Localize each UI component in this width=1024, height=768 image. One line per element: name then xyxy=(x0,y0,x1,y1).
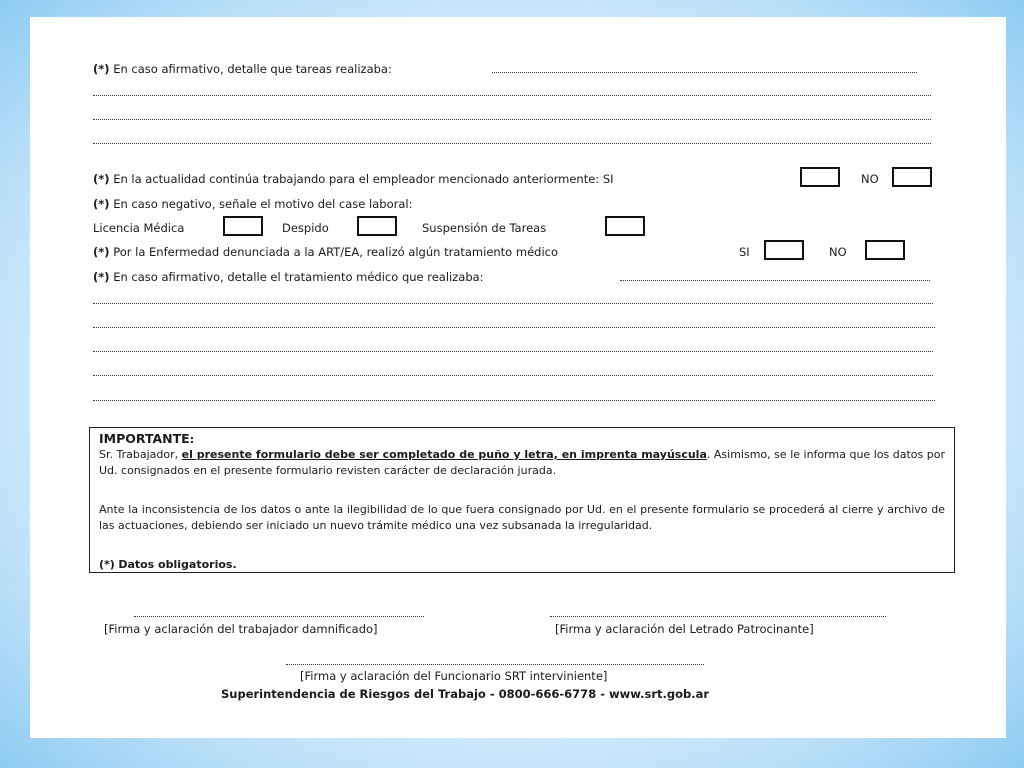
q1-dotted-line-3[interactable] xyxy=(93,119,931,120)
option-despido-label: Despido xyxy=(282,221,329,235)
q1-label: En caso afirmativo, detalle que tareas realizaba: xyxy=(113,62,392,76)
lawyer-signature-caption: [Firma y aclaración del Letrado Patrocinante] xyxy=(555,622,814,636)
option-suspension-label: Suspensión de Tareas xyxy=(422,221,547,235)
option-despido-checkbox[interactable] xyxy=(357,216,397,236)
q2-text xyxy=(93,172,614,186)
footer-phone: 0800-666-6778 xyxy=(498,687,597,701)
important-notice xyxy=(89,427,955,573)
q2-no-label: NO xyxy=(861,172,879,186)
required-marker: (*) xyxy=(93,270,110,284)
lawyer-signature-line[interactable] xyxy=(550,616,886,617)
official-signature-caption: [Firma y aclaración del Funcionario SRT interviniente] xyxy=(300,669,608,683)
worker-signature-caption: [Firma y aclaración del trabajador damnificado] xyxy=(104,622,378,636)
q5-dotted-line-4[interactable] xyxy=(93,351,933,352)
q4-no-label: NO xyxy=(829,245,847,259)
worker-signature-line[interactable] xyxy=(134,616,424,617)
q1-dotted-line-2[interactable] xyxy=(93,95,931,96)
option-licencia-checkbox[interactable] xyxy=(223,216,263,236)
footer-org: Superintendencia de Riesgos del Trabajo xyxy=(221,687,486,701)
footer-web: www.srt.gob.ar xyxy=(609,687,710,701)
required-marker: (*) xyxy=(93,197,110,211)
q4-text xyxy=(93,245,558,259)
important-title: IMPORTANTE: xyxy=(99,431,195,446)
q1-text xyxy=(93,62,392,76)
required-marker: (*) xyxy=(93,62,110,76)
q5-dotted-line-6[interactable] xyxy=(93,400,935,401)
option-licencia-label: Licencia Médica xyxy=(93,221,185,235)
footer: Superintendencia de Riesgos del Trabajo - 0800-666-6778 - www.srt.gob.ar xyxy=(221,687,710,701)
q2-si-checkbox[interactable] xyxy=(800,167,840,187)
q5-dotted-line-2[interactable] xyxy=(93,303,933,304)
q2-label: En la actualidad continúa trabajando para el empleador mencionado anteriormente: SI xyxy=(113,172,614,186)
q1-dotted-line[interactable] xyxy=(492,72,917,73)
official-signature-line[interactable] xyxy=(286,664,704,665)
q3-label: En caso negativo, señale el motivo del case laboral: xyxy=(113,197,413,211)
important-paragraph-2: Ante la inconsistencia de los datos o ante la ilegibilidad de lo que fuera consignado por Ud. en el presente formulario se procederá al cierre y archivo de las actuaciones, debiendo ser iniciado un nuevo trámite médico una vez subsanada la irregularidad. xyxy=(99,503,945,532)
q2-no-checkbox[interactable] xyxy=(892,167,932,187)
q4-no-checkbox[interactable] xyxy=(865,240,905,260)
option-suspension-checkbox[interactable] xyxy=(605,216,645,236)
q5-label: En caso afirmativo, detalle el tratamiento médico que realizaba: xyxy=(113,270,484,284)
required-marker: (*) xyxy=(93,172,110,186)
form-sheet xyxy=(30,17,1006,738)
q5-dotted-line-3[interactable] xyxy=(93,327,935,328)
q4-si-label: SI xyxy=(739,245,750,259)
important-paragraph-3: (*) Datos obligatorios. xyxy=(99,558,237,571)
q4-label: Por la Enfermedad denunciada a la ART/EA, realizó algún tratamiento médico xyxy=(113,245,559,259)
q5-dotted-line[interactable] xyxy=(620,280,930,281)
important-paragraph-1: Sr. Trabajador, el presente formulario debe ser completado de puño y letra, en imprenta mayúscula. Asimismo, se le informa que los datos por Ud. consignados en el presente formulario revisten carácter de declaración jurada. xyxy=(99,448,946,477)
q5-text xyxy=(93,270,484,284)
q3-text xyxy=(93,197,412,211)
q4-si-checkbox[interactable] xyxy=(764,240,804,260)
q5-dotted-line-5[interactable] xyxy=(93,375,933,376)
q1-dotted-line-4[interactable] xyxy=(93,143,931,144)
required-marker: (*) xyxy=(93,245,110,259)
